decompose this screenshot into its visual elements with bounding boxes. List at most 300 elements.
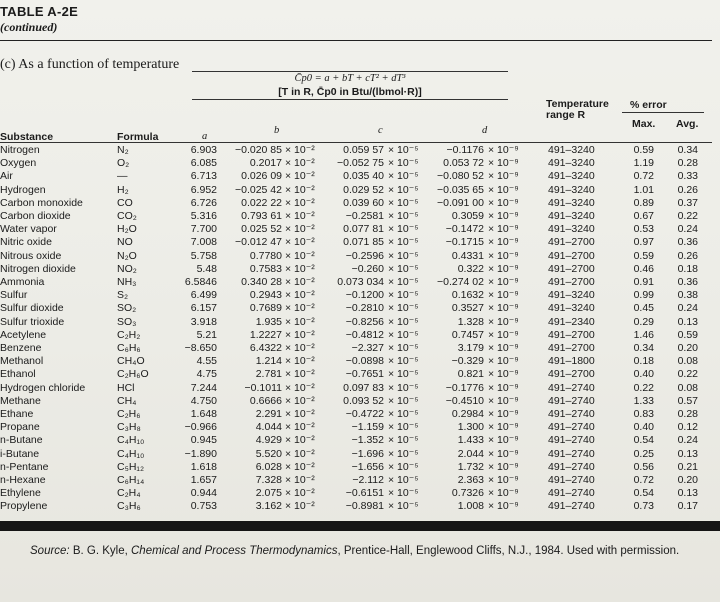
cell-d-exp: × 10⁻⁹	[488, 421, 519, 434]
cell-b-exp: × 10⁻²	[285, 144, 315, 156]
cell-c: −2.112	[352, 474, 384, 486]
cell-c: 0.073 034	[337, 276, 384, 288]
cell-avg: 0.13	[677, 447, 698, 460]
cell-range: 491–3240	[548, 196, 595, 209]
table-row	[0, 157, 712, 170]
cell-b: 0.7780	[249, 249, 282, 262]
cell-d: 0.4331	[451, 249, 484, 262]
cell-range: 491–2700	[548, 342, 595, 354]
cell-range: 491–3240	[548, 144, 595, 156]
cell-a: −0.966	[184, 421, 217, 434]
table-row	[0, 144, 712, 157]
cell-b: 0.6666	[249, 394, 282, 407]
cell-formula: S₂	[117, 289, 129, 302]
cell-c-exp: × 10⁻⁵	[388, 144, 419, 156]
cell-b: 3.162	[255, 500, 282, 513]
cell-max: 0.46	[633, 262, 654, 275]
cell-d-exp: × 10⁻⁹	[488, 355, 519, 368]
cell-b: 4.044	[255, 421, 282, 434]
header-error-group: % error	[630, 99, 667, 111]
cell-range: 491–2740	[548, 434, 595, 447]
cell-d: 2.044	[457, 447, 484, 460]
cell-c: 0.077 81	[343, 223, 384, 236]
cell-avg: 0.22	[677, 210, 698, 222]
cell-max: 0.97	[633, 236, 654, 249]
cell-formula: C₅H₁₂	[117, 460, 145, 473]
equation: C̄p0 = a + bT + cT² + dT³	[294, 73, 406, 84]
cell-d-exp: × 10⁻⁹	[488, 500, 519, 513]
cell-d: 1.008	[457, 500, 484, 513]
cell-range: 491–2740	[548, 460, 595, 473]
cell-c-exp: × 10⁻⁵	[388, 381, 419, 394]
table-row	[0, 302, 712, 315]
cell-max: 0.59	[633, 144, 654, 156]
cell-c: 0.035 40	[343, 170, 384, 183]
cell-formula: C₂H₂	[117, 328, 141, 341]
cell-a: 6.726	[190, 196, 217, 209]
table-title: TABLE A-2E	[0, 4, 79, 19]
cell-b-exp: × 10⁻²	[285, 328, 315, 341]
cell-formula: NO	[117, 236, 133, 249]
cell-max: 0.59	[633, 249, 654, 262]
cell-max: 0.99	[633, 289, 654, 302]
cell-range: 491–2740	[548, 447, 595, 460]
cell-a: 5.48	[196, 262, 217, 275]
cell-d: 0.3527	[451, 302, 484, 315]
cell-a: 4.75	[196, 368, 217, 381]
cell-range: 491–3240	[548, 289, 595, 302]
cell-d-exp: × 10⁻⁹	[488, 249, 519, 262]
cell-c: −0.8256	[345, 315, 384, 328]
cell-d-exp: × 10⁻⁹	[488, 447, 519, 460]
cell-d-exp: × 10⁻⁹	[488, 196, 519, 209]
equation-units: [T in R, C̄p0 in Btu/(lbmol·R)]	[278, 86, 422, 98]
cell-a: 1.657	[190, 474, 217, 486]
cell-d-exp: × 10⁻⁹	[488, 276, 519, 288]
table-row	[0, 500, 712, 513]
cell-b: 5.520	[255, 447, 282, 460]
cell-formula: H₂O	[117, 223, 137, 236]
cell-max: 0.72	[633, 474, 654, 486]
cell-range: 491–3240	[548, 223, 595, 236]
cell-max: 0.56	[633, 460, 654, 473]
cell-formula: C₃H₆	[117, 500, 141, 513]
cell-c: −2.327	[351, 342, 384, 354]
cell-a: 5.21	[196, 328, 217, 341]
cell-substance: Ammonia	[0, 276, 45, 288]
cell-a: 0.753	[190, 500, 217, 513]
cell-formula: O₂	[117, 157, 130, 170]
table-row	[0, 223, 712, 236]
cell-d-exp: × 10⁻⁹	[488, 394, 519, 407]
table-row	[0, 434, 712, 447]
cell-d-exp: × 10⁻⁹	[488, 460, 519, 473]
cell-c-exp: × 10⁻⁵	[388, 460, 419, 473]
cell-substance: Oxygen	[0, 157, 37, 170]
cell-c: −0.2581	[345, 210, 384, 222]
cell-avg: 0.13	[677, 315, 698, 328]
cell-d-exp: × 10⁻⁹	[488, 183, 519, 196]
cell-max: 0.72	[633, 170, 654, 183]
cell-avg: 0.24	[677, 302, 698, 315]
cell-a: 6.713	[190, 170, 217, 183]
cell-d: 2.363	[457, 474, 484, 486]
cell-max: 1.33	[633, 394, 654, 407]
cell-c: 0.029 52	[343, 183, 384, 196]
cell-avg: 0.26	[677, 183, 698, 196]
cell-b: 0.793 61	[241, 210, 282, 222]
cell-b: 1.214	[255, 355, 282, 368]
equation-bottom-rule	[192, 99, 508, 100]
table-row	[0, 408, 712, 421]
cell-b: 2.291	[255, 408, 282, 420]
cell-substance: Propylene	[0, 500, 48, 513]
cell-c-exp: × 10⁻⁵	[388, 262, 419, 275]
cell-formula: —	[117, 170, 128, 183]
cell-d-exp: × 10⁻⁹	[488, 236, 519, 249]
table-row	[0, 263, 712, 276]
cell-a: 6.499	[190, 289, 217, 302]
cell-avg: 0.18	[677, 262, 698, 275]
cell-max: 1.01	[633, 183, 654, 196]
cell-d: −0.329	[451, 355, 484, 368]
cell-formula: CO₂	[117, 210, 137, 222]
cell-c-exp: × 10⁻⁵	[388, 500, 419, 513]
cell-formula: N₂	[117, 144, 129, 156]
source-note	[30, 545, 679, 557]
cell-c: 0.097 83	[343, 381, 384, 394]
cell-formula: SO₃	[117, 315, 137, 328]
cell-avg: 0.21	[677, 460, 698, 473]
cell-avg: 0.20	[677, 342, 698, 354]
cell-c-exp: × 10⁻⁵	[388, 157, 419, 170]
cell-range: 491–2700	[548, 236, 595, 249]
cell-b-exp: × 10⁻²	[285, 183, 315, 196]
cell-range: 491–2740	[548, 381, 595, 394]
cell-b: −0.1011	[244, 381, 282, 394]
cell-substance: Acetylene	[0, 328, 47, 341]
cell-b-exp: × 10⁻²	[285, 408, 315, 420]
cell-max: 0.73	[633, 500, 654, 513]
cell-c: −1.696	[351, 447, 384, 460]
cell-c-exp: × 10⁻⁵	[388, 355, 419, 368]
cell-formula: CO	[117, 196, 133, 209]
cell-substance: Sulfur trioxide	[0, 315, 65, 328]
cell-max: 0.45	[633, 302, 654, 315]
cell-substance: Nitric oxide	[0, 236, 52, 249]
cell-max: 0.89	[633, 196, 654, 209]
cell-b-exp: × 10⁻²	[285, 196, 315, 209]
table-row	[0, 368, 712, 381]
cell-c-exp: × 10⁻⁵	[388, 328, 419, 341]
cell-c-exp: × 10⁻⁵	[388, 236, 419, 249]
cell-a: 0.945	[190, 434, 217, 447]
cell-c: 0.093 52	[343, 394, 384, 407]
cell-d-exp: × 10⁻⁹	[488, 289, 519, 302]
cell-d: 0.053 72	[443, 157, 484, 170]
table-row	[0, 487, 712, 500]
cell-c-exp: × 10⁻⁵	[388, 434, 419, 447]
cell-d-exp: × 10⁻⁹	[488, 487, 519, 500]
cell-d: 0.322	[457, 262, 484, 275]
cell-max: 0.54	[633, 434, 654, 447]
cell-d: −0.035 65	[436, 183, 484, 196]
cell-d: −0.1176	[446, 144, 484, 156]
cell-avg: 0.20	[677, 474, 698, 486]
table-subtitle: (continued)	[0, 20, 58, 34]
table-row	[0, 170, 712, 183]
cell-b: 6.4322	[249, 342, 282, 354]
cell-b-exp: × 10⁻²	[285, 315, 315, 328]
error-group-rule	[622, 112, 704, 113]
cell-c-exp: × 10⁻⁵	[388, 487, 419, 500]
cell-b-exp: × 10⁻²	[285, 474, 315, 486]
cell-b-exp: × 10⁻²	[285, 447, 315, 460]
cell-d-exp: × 10⁻⁹	[488, 144, 519, 156]
table-row	[0, 461, 712, 474]
header-d: d	[482, 125, 488, 136]
header-rule	[0, 142, 712, 143]
cell-a: 1.618	[190, 460, 217, 473]
cell-c: −0.2810	[345, 302, 384, 315]
cell-d-exp: × 10⁻⁹	[488, 170, 519, 183]
cell-c: −0.4812	[345, 328, 384, 341]
cell-range: 491–3240	[548, 210, 595, 222]
cell-formula: NO₂	[117, 262, 137, 275]
cell-d: 0.821	[457, 368, 484, 381]
cell-b-exp: × 10⁻²	[285, 460, 315, 473]
cell-c-exp: × 10⁻⁵	[388, 421, 419, 434]
cell-a: 7.008	[190, 236, 217, 249]
cell-d: 0.7326	[451, 487, 484, 500]
cell-d-exp: × 10⁻⁹	[488, 315, 519, 328]
cell-a: 3.918	[190, 315, 217, 328]
cell-avg: 0.12	[677, 421, 698, 434]
cell-c-exp: × 10⁻⁵	[388, 249, 419, 262]
cell-c-exp: × 10⁻⁵	[388, 183, 419, 196]
cell-d: 0.1632	[451, 289, 484, 302]
cell-c: −1.656	[351, 460, 384, 473]
cell-c-exp: × 10⁻⁵	[388, 474, 419, 486]
cell-b: 2.781	[255, 368, 282, 381]
cell-range: 491–2700	[548, 249, 595, 262]
cell-c: −0.8981	[345, 500, 384, 513]
cell-d-exp: × 10⁻⁹	[488, 342, 519, 354]
cell-max: 0.91	[633, 276, 654, 288]
cell-avg: 0.36	[677, 236, 698, 249]
table-row	[0, 342, 712, 355]
cell-c-exp: × 10⁻⁵	[388, 302, 419, 315]
cell-b-exp: × 10⁻²	[285, 394, 315, 407]
cell-b: 0.2943	[249, 289, 282, 302]
cell-b: 4.929	[255, 434, 282, 447]
cell-range: 491–2340	[548, 315, 595, 328]
cell-a: −1.890	[184, 447, 217, 460]
header-b: b	[274, 125, 280, 136]
table-bottom-bar	[0, 521, 720, 531]
cell-range: 491–2740	[548, 474, 595, 486]
cell-d: 3.179	[457, 342, 484, 354]
cell-d: 0.7457	[451, 328, 484, 341]
cell-b-exp: × 10⁻²	[285, 170, 315, 183]
cell-formula: CH₄	[117, 394, 137, 407]
cell-formula: C₆H₁₄	[117, 474, 145, 486]
cell-range: 491–3240	[548, 302, 595, 315]
cell-b: −0.012 47	[234, 236, 282, 249]
cell-range: 491–2700	[548, 262, 595, 275]
cell-d: 1.328	[457, 315, 484, 328]
cell-d-exp: × 10⁻⁹	[488, 223, 519, 236]
cell-c-exp: × 10⁻⁵	[388, 315, 419, 328]
cell-a: 5.758	[190, 249, 217, 262]
cell-avg: 0.08	[677, 381, 698, 394]
cell-substance: Methane	[0, 394, 41, 407]
cell-d-exp: × 10⁻⁹	[488, 434, 519, 447]
cell-substance: Benzene	[0, 342, 42, 354]
cell-max: 0.40	[633, 368, 654, 381]
header-a: a	[202, 131, 208, 142]
cell-formula: NH₃	[117, 276, 137, 288]
cell-substance: Water vapor	[0, 223, 57, 236]
table-row	[0, 355, 712, 368]
cell-substance: n-Pentane	[0, 460, 49, 473]
cell-d: −0.274 02	[436, 276, 484, 288]
cell-formula: C₄H₁₀	[117, 434, 145, 447]
cell-a: 1.648	[190, 408, 217, 420]
cell-d: 1.732	[457, 460, 484, 473]
cell-avg: 0.28	[677, 408, 698, 420]
cell-formula: SO₂	[117, 302, 137, 315]
cell-range: 491–3240	[548, 183, 595, 196]
cell-a: 6.903	[190, 144, 217, 156]
cell-b-exp: × 10⁻²	[285, 368, 315, 381]
cell-max: 0.67	[633, 210, 654, 222]
cell-max: 0.83	[633, 408, 654, 420]
cell-formula: C₂H₆O	[117, 368, 149, 381]
cell-c: −1.159	[351, 421, 384, 434]
cell-b-exp: × 10⁻²	[285, 276, 315, 288]
cell-b: 0.7689	[249, 302, 282, 315]
cell-a: 5.316	[190, 210, 217, 222]
table-row	[0, 421, 712, 434]
cell-avg: 0.28	[677, 157, 698, 170]
cell-d: −0.091 00	[436, 196, 484, 209]
table-row	[0, 276, 712, 289]
cell-a: 6.5846	[184, 276, 217, 288]
table-row	[0, 395, 712, 408]
cell-b-exp: × 10⁻²	[285, 500, 315, 513]
cell-d: −0.1472	[445, 223, 484, 236]
cell-formula: C₂H₆	[117, 408, 141, 420]
cell-range: 491–2740	[548, 408, 595, 420]
cell-b: 1.2227	[249, 328, 282, 341]
table-row	[0, 382, 712, 395]
cell-formula: N₂O	[117, 249, 137, 262]
table-row	[0, 250, 712, 263]
cell-b-exp: × 10⁻²	[285, 487, 315, 500]
cell-avg: 0.17	[677, 500, 698, 513]
table-row	[0, 329, 712, 342]
cell-substance: Nitrogen	[0, 144, 40, 156]
cell-formula: C₃H₈	[117, 421, 141, 434]
equation-rule	[192, 71, 508, 72]
part-title: (c) As a function of temperature	[0, 57, 180, 72]
cell-formula: C₂H₄	[117, 487, 141, 500]
cell-formula: CH₄O	[117, 355, 145, 368]
cell-a: 4.55	[196, 355, 217, 368]
cell-substance: Carbon monoxide	[0, 196, 83, 209]
top-rule	[0, 40, 712, 41]
table-row	[0, 210, 712, 223]
cell-substance: Nitrogen dioxide	[0, 262, 76, 275]
cell-a: 0.944	[190, 487, 217, 500]
cell-b-exp: × 10⁻²	[285, 434, 315, 447]
cell-d: 0.3059	[451, 210, 484, 222]
cell-b-exp: × 10⁻²	[285, 421, 315, 434]
cell-a: 6.952	[190, 183, 217, 196]
cell-formula: HCl	[117, 381, 135, 394]
cell-c: −0.0898	[345, 355, 384, 368]
cell-avg: 0.34	[677, 144, 698, 156]
cell-d: −0.1776	[445, 381, 484, 394]
cell-b: 2.075	[255, 487, 282, 500]
cell-c-exp: × 10⁻⁵	[388, 210, 419, 222]
cell-avg: 0.57	[677, 394, 698, 407]
cell-c: −0.052 75	[336, 157, 384, 170]
cell-max: 0.18	[633, 355, 654, 368]
cell-max: 0.34	[633, 342, 654, 354]
cell-range: 491–2740	[548, 394, 595, 407]
cell-d-exp: × 10⁻⁹	[488, 210, 519, 222]
cell-c: −0.260	[351, 262, 384, 275]
cell-substance: Ethanol	[0, 368, 36, 381]
cell-c: −1.352	[351, 434, 384, 447]
cell-avg: 0.24	[677, 223, 698, 236]
cell-substance: Sulfur dioxide	[0, 302, 64, 315]
cell-c-exp: × 10⁻⁵	[388, 289, 419, 302]
cell-b: 0.7583	[249, 262, 282, 275]
cell-formula: C₆H₆	[117, 342, 141, 354]
cell-substance: Nitrous oxide	[0, 249, 62, 262]
source-book: Chemical and Process Thermodynamics	[131, 545, 338, 557]
cell-d-exp: × 10⁻⁹	[488, 474, 519, 486]
cell-b: −0.020 85	[234, 144, 282, 156]
cell-b: 6.028	[255, 460, 282, 473]
header-c: c	[378, 125, 383, 136]
cell-range: 491–2740	[548, 421, 595, 434]
cell-d: −0.080 52	[436, 170, 484, 183]
cell-b-exp: × 10⁻²	[285, 342, 315, 354]
cell-substance: Ethane	[0, 408, 34, 420]
cell-a: 6.085	[190, 157, 217, 170]
cell-b: 0.025 52	[241, 223, 282, 236]
cell-c-exp: × 10⁻⁵	[388, 223, 419, 236]
cell-substance: Sulfur	[0, 289, 28, 302]
cell-c-exp: × 10⁻⁵	[388, 342, 419, 354]
cell-max: 0.29	[633, 315, 654, 328]
cell-b: 7.328	[255, 474, 282, 486]
cell-avg: 0.26	[677, 249, 698, 262]
cell-b-exp: × 10⁻²	[285, 355, 315, 368]
cell-d-exp: × 10⁻⁹	[488, 302, 519, 315]
cell-b: 1.935	[255, 315, 282, 328]
cell-avg: 0.33	[677, 170, 698, 183]
cell-formula: C₄H₁₀	[117, 447, 145, 460]
cell-b: 0.2017	[249, 157, 282, 170]
cell-a: −8.650	[184, 342, 217, 354]
cell-substance: Methanol	[0, 355, 44, 368]
cell-substance: n-Hexane	[0, 474, 46, 486]
